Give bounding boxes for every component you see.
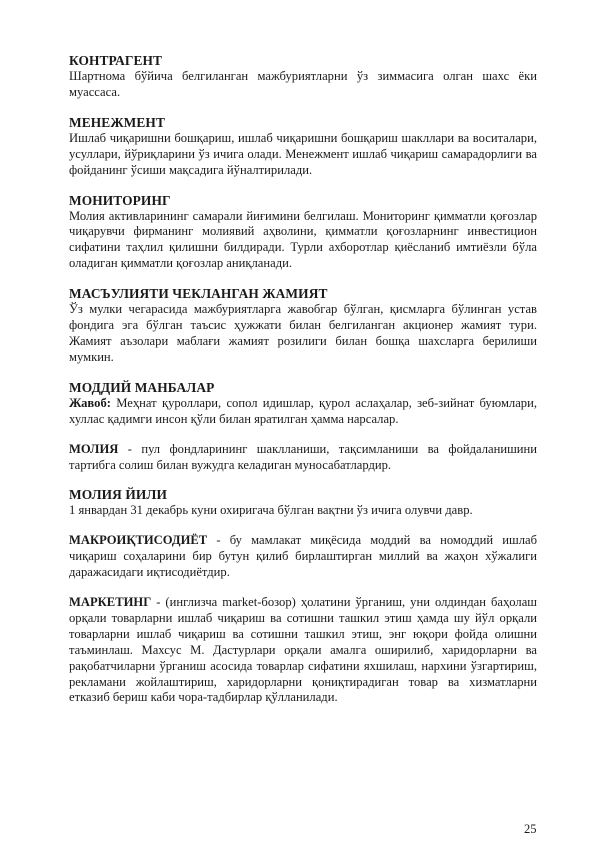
entry-term: МОЛИЯ ЙИЛИ [69, 487, 168, 503]
entry-definition: Шартнома бўйича белгиланган мажбуриятларни ўз зиммасига олган шахс ёки муассаса. [69, 69, 537, 99]
entry-definition: Ўз мулки чегарасида мажбуриятларга жавобгар бўлган, қисмларга бўлинган устав фондига эга бўлган таъсис ҳужжати билан белгиланган акционер жамият тури. Жамият аъзолари маблағи жамият розилиги билан бошқа шахсларга берилиши мумкин. [69, 302, 537, 364]
entry-definition: Ишлаб чиқаришни бошқариш, ишлаб чиқаришни бошқариш шакллари ва воситалари, усуллари, йўриқларини ўз ичига олади. Менежмент ишлаб чиқариш самарадорлиги ва фойданинг ўсиши мақсадига йўналтирилади. [69, 130, 537, 177]
glossary-entry-kontragent [69, 53, 537, 101]
entry-term: МОДДИЙ МАНБАЛАР [69, 379, 215, 395]
entry-definition [69, 595, 537, 706]
glossary-entry-fiscal-year [69, 487, 537, 519]
page-number: 25 [524, 822, 537, 836]
glossary-entry-menejment [69, 115, 537, 179]
answer-label: Жавоб: [69, 395, 111, 410]
glossary-entry-llc [69, 286, 537, 366]
glossary-entry-monitoring [69, 193, 537, 273]
entry-definition-text: Меҳнат қуроллари, сопол идишлар, қурол аслаҳалар, зеб-зийнат буюмлари, хуллас қадимги инсон қўли билан яратилган ҳамма нарсалар. [69, 395, 537, 426]
entry-term: МОЛИЯ [69, 441, 119, 456]
entry-definition [69, 396, 537, 428]
entry-definition-text: - бу мамлакат миқёсида моддий ва номоддий ишлаб чиқариш соҳаларини бир бутун қилиб бирлаштирган миллий ва жаҳон хўжалиги даражасидаги иқтисодиётдир. [69, 533, 537, 580]
entry-term: МАСЪУЛИЯТИ ЧЕКЛАНГАН ЖАМИЯТ [69, 286, 328, 302]
entry-term: МОНИТОРИНГ [69, 192, 171, 208]
entry-definition-text: - пул фондларининг шаклланиши, тақсимланиши ва фойдаланишини тартибга солиш билан вужудга келадиган муносабатлардир. [69, 441, 537, 472]
entry-definition [69, 533, 537, 581]
entry-term: КОНТРАГЕНТ [69, 53, 163, 68]
glossary-entry-marketing [69, 595, 537, 706]
entry-definition [69, 442, 537, 474]
entry-term: МАКРОИҚТИСОДИЁТ [69, 533, 208, 548]
entry-term: МАРКЕТИНГ [69, 595, 152, 610]
glossary-entry-material-sources [69, 380, 537, 428]
glossary-entry-moliya [69, 442, 537, 474]
entry-definition: 1 январдан 31 декабрь куни охиригача бўлган вақтни ўз ичига олувчи давр. [69, 503, 473, 518]
glossary-entry-macroeconomics [69, 533, 537, 581]
entry-definition-text: - (инглизча market-бозор) ҳолатини ўрганиш, уни олдиндан баҳолаш орқали товарларни ишлаб чиқариш ва сотишни ташкил этиш ҳамда шу йўл орқали товарларни ишлаб чиқариш ва сотишни ташкил этиш, энг юқори фойда олишни таъминлаш. Махсус М. Дастурлари орқали амалга оширилиб, харидорларни ва рақобатчиларни ўрганиш асосида товарлар сифатини яхшилаш, нархини ўзгартириш, рекламани жойлаштириш, харидорларни қониқтирадиган товар ва хизматларни етказиб бериш каби чора-тадбирлар қўлланилади. [69, 595, 537, 705]
entry-definition: Молия активларининг самарали йиғимини белгилаш. Мониторинг қимматли қоғозлар чиқарувчи фирманинг молиявий аҳволини, қимматли қоғозларнинг инвестицион сифатини таҳлил қилишни билдиради. Турли ахборотлар қиёсланиб имтиёзли бўла оладиган қимматли қоғозлар аниқланади. [69, 208, 537, 271]
document-body [69, 53, 537, 720]
entry-term: МЕНЕЖМЕНТ [69, 114, 165, 130]
